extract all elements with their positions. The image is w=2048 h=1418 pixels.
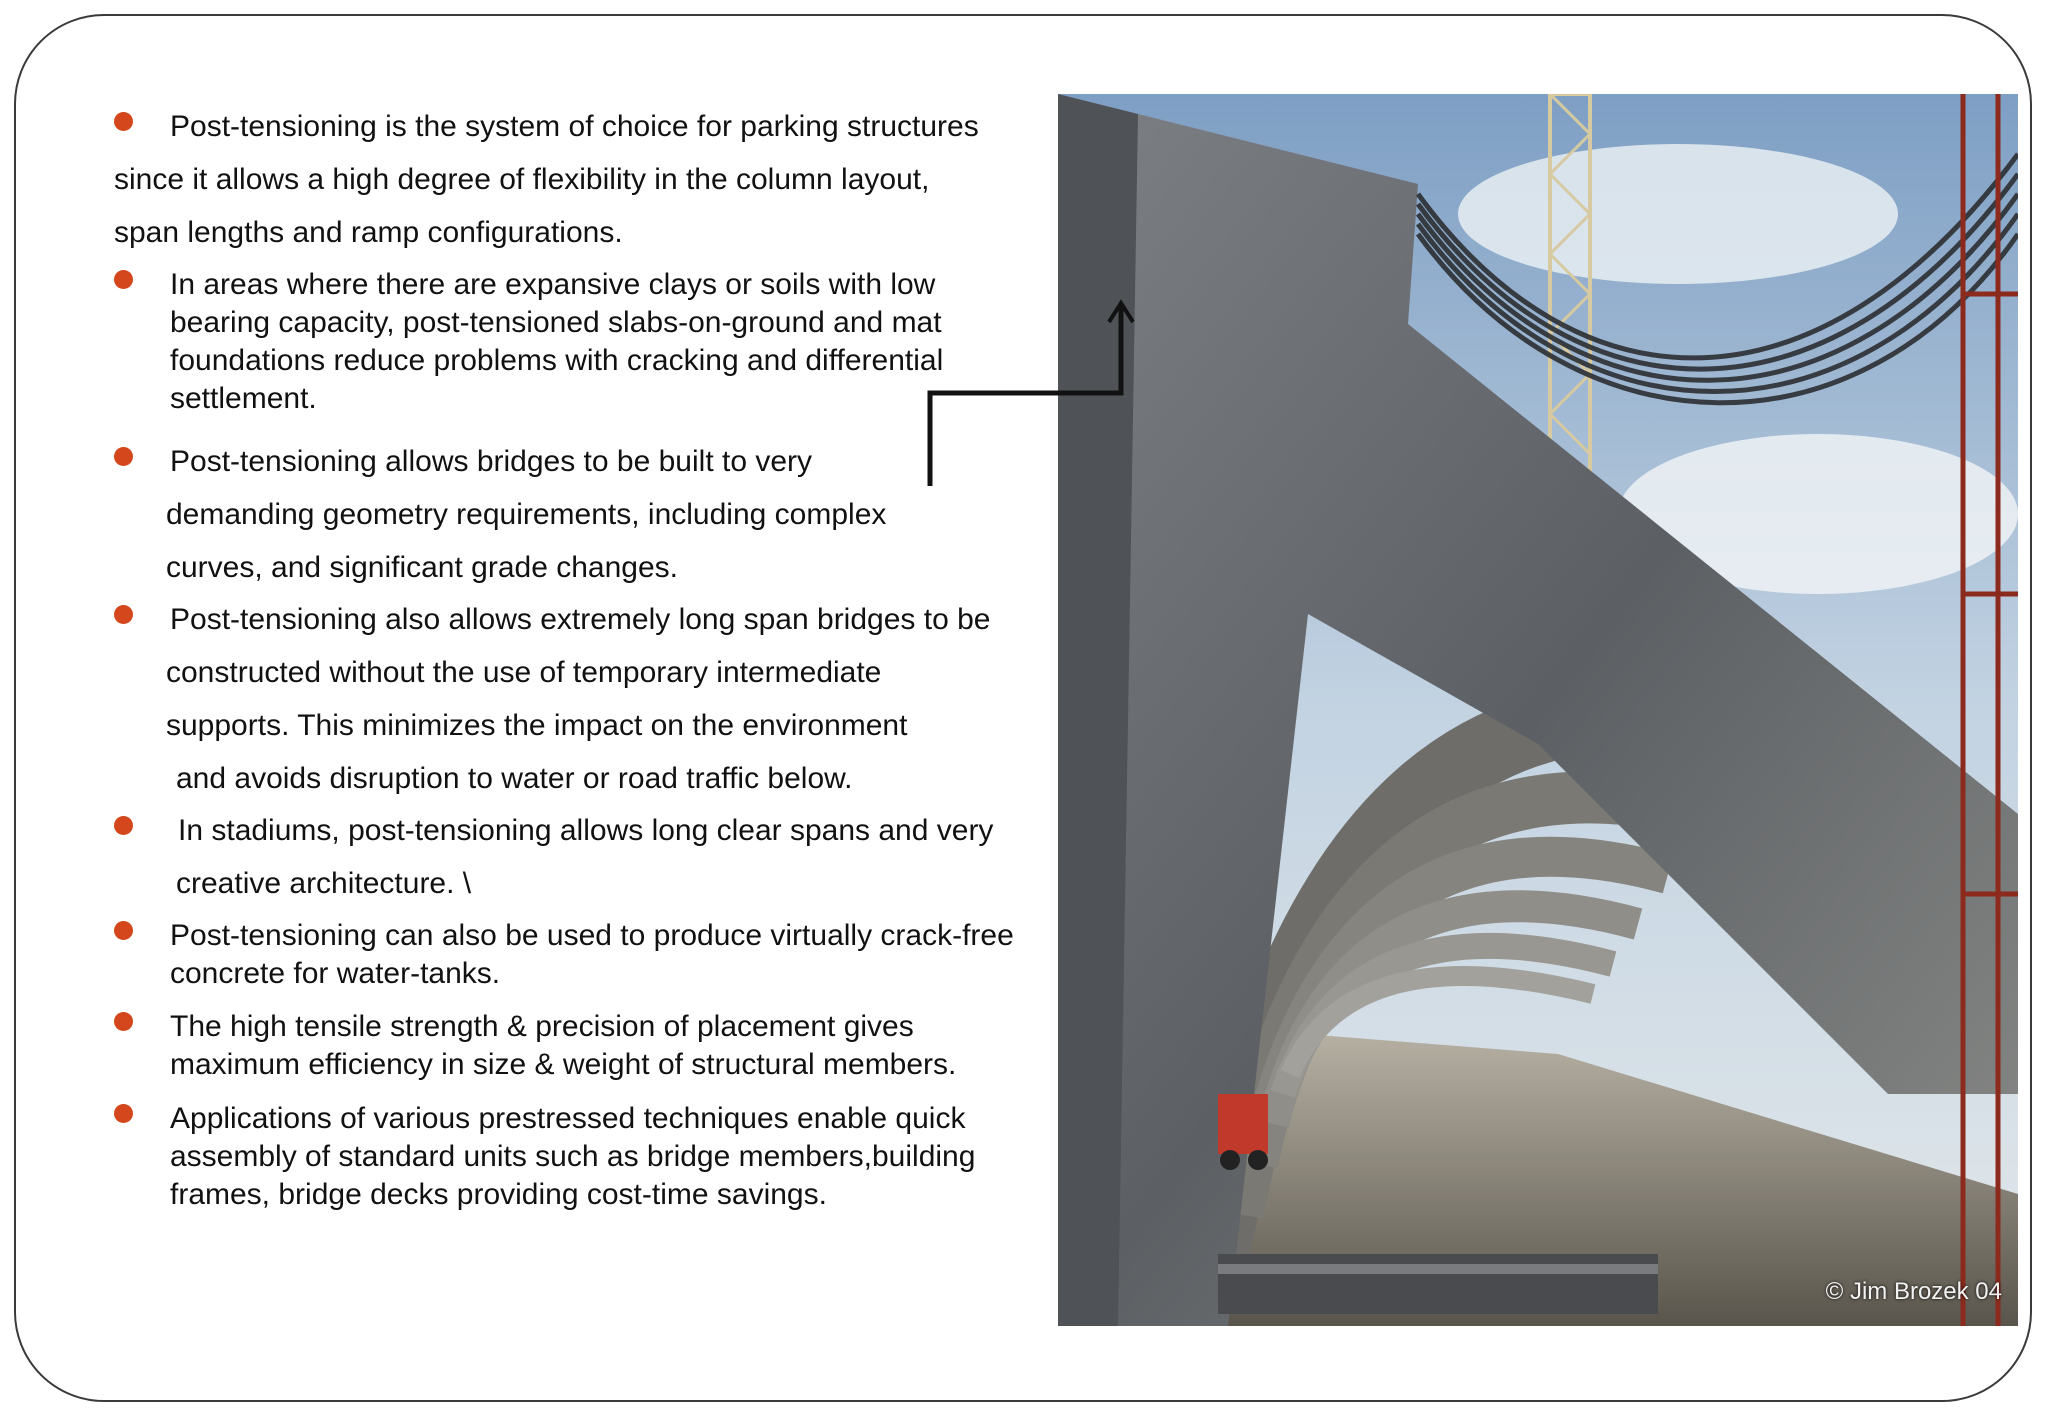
bullet-text-line: In stadiums, post-tensioning allows long clear spans and very (178, 814, 994, 847)
bullet-text-line: bearing capacity, post-tensioned slabs-on-ground and mat (170, 306, 942, 339)
bullet-dot (114, 816, 133, 835)
stadium-construction-photo (1058, 94, 2018, 1326)
bullet-text-line: maximum efficiency in size & weight of structural members. (170, 1048, 957, 1081)
bullet-dot (114, 605, 133, 624)
bullet-text-line: supports. This minimizes the impact on the environment (166, 709, 908, 742)
bullet-text-line: span lengths and ramp configurations. (114, 216, 623, 249)
bullet-dot (114, 270, 133, 289)
bullet-text-line: constructed without the use of temporary intermediate (166, 656, 882, 689)
bullet-text-line: since it allows a high degree of flexibility in the column layout, (114, 163, 930, 196)
bullet-dot (114, 1104, 133, 1123)
bullet-text-line: Post-tensioning can also be used to produce virtually crack-free (170, 919, 1014, 952)
bullet-dot (114, 447, 133, 466)
bullet-text-line: frames, bridge decks providing cost-time savings. (170, 1178, 827, 1211)
bullet-text-line: assembly of standard units such as bridge members,building (170, 1140, 976, 1173)
bullet-text-line: demanding geometry requirements, including complex (166, 498, 887, 531)
bullet-text-line: concrete for water-tanks. (170, 957, 501, 990)
bullet-text-line: Post-tensioning also allows extremely long span bridges to be (170, 603, 991, 636)
bullet-text-line: Applications of various prestressed techniques enable quick (170, 1102, 966, 1135)
bullet-text-line: and avoids disruption to water or road traffic below. (176, 762, 853, 795)
bullet-text-line: The high tensile strength & precision of placement gives (170, 1010, 914, 1043)
bullet-text-line: creative architecture. \ (176, 867, 472, 900)
bullet-text-line: settlement. (170, 382, 317, 415)
bullet-dot (114, 112, 133, 131)
bullet-dot (114, 1012, 133, 1031)
bullet-dot (114, 921, 133, 940)
bullet-text-line: Post-tensioning is the system of choice for parking structures (170, 110, 979, 143)
bullet-text-line: foundations reduce problems with cracking and differential (170, 344, 944, 377)
bullet-text-line: In areas where there are expansive clays or soils with low (170, 268, 936, 301)
bullet-text-line: Post-tensioning allows bridges to be built to very (170, 445, 813, 478)
bullet-text-line: curves, and significant grade changes. (166, 551, 678, 584)
photo-credit: © Jim Brozek 04 (1825, 1278, 2002, 1305)
